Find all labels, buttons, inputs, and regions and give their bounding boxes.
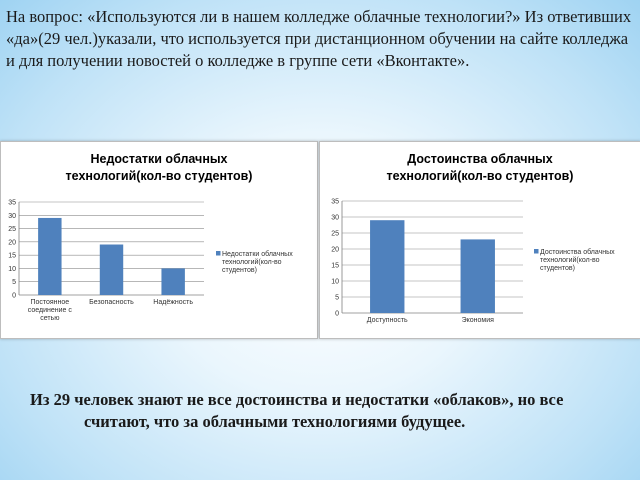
disadv-category-label: Надёжность xyxy=(153,299,194,306)
disadv-chart-title-line-1: Недостатки облачных xyxy=(90,152,228,166)
adv-legend-label: технологий(кол-во xyxy=(540,257,600,264)
disadv-y-tick-label: 10 xyxy=(8,265,16,273)
disadv-legend-swatch xyxy=(216,251,221,256)
disadv-category-label: Постоянное xyxy=(30,299,70,306)
intro-text: На вопрос: «Используются ли в нашем колледже облачные технологии?» Из ответивших «да»(29 чел.)указали, что используется при дистанционном обучении на сайте колледжа и для получении новостей о колледже в группе сети «Вконтакте». xyxy=(6,7,632,70)
disadv-y-tick-label: 20 xyxy=(8,239,16,247)
adv-y-tick-label: 30 xyxy=(331,214,339,222)
adv-bar xyxy=(370,220,404,313)
adv-chart-title-line-2: технологий(кол-во студентов) xyxy=(386,169,574,183)
disadv-y-tick-label: 0 xyxy=(12,292,16,300)
advantages-chart xyxy=(319,141,640,339)
adv-y-tick-label: 5 xyxy=(335,294,339,302)
adv-y-tick-label: 0 xyxy=(335,310,339,318)
conclusion-line-1: Из 29 человек знают не все достоинства и недостатки «облаков», но все xyxy=(30,390,564,409)
adv-y-tick-label: 15 xyxy=(331,262,339,270)
adv-y-tick-label: 10 xyxy=(331,278,339,286)
disadv-y-tick-label: 25 xyxy=(8,226,16,234)
conclusion-line-2: считают, что за облачными технологиями будущее. xyxy=(84,412,466,431)
adv-y-tick-label: 25 xyxy=(331,230,339,238)
disadv-legend-label: студентов) xyxy=(222,267,257,274)
disadv-y-tick-label: 5 xyxy=(12,279,16,287)
adv-legend-swatch xyxy=(534,249,539,254)
disadv-chart-title-line-2: технологий(кол-во студентов) xyxy=(65,169,253,183)
disadv-bar xyxy=(161,268,184,295)
disadv-category-label: сетью xyxy=(40,315,60,322)
adv-y-tick-label: 20 xyxy=(331,246,339,254)
disadv-bar xyxy=(100,245,123,295)
adv-legend-label: Достоинства облачных xyxy=(540,249,615,256)
advantages-chart-svg xyxy=(320,142,640,338)
adv-category-label: Экономия xyxy=(461,317,494,324)
disadv-y-tick-label: 15 xyxy=(8,252,16,260)
adv-y-tick-label: 35 xyxy=(331,198,339,206)
adv-legend-label: студентов) xyxy=(540,265,575,272)
disadv-category-label: Безопасность xyxy=(89,299,134,306)
adv-category-label: Доступность xyxy=(366,317,408,324)
disadvantages-chart-svg xyxy=(1,142,317,338)
disadv-category-label: соединение с xyxy=(27,307,72,314)
conclusion-text xyxy=(30,389,610,433)
disadv-bar xyxy=(38,218,61,295)
disadv-y-tick-label: 30 xyxy=(8,212,16,220)
adv-bar xyxy=(461,239,495,313)
disadv-y-tick-label: 35 xyxy=(8,199,16,207)
disadv-legend-label: Недостатки облачных xyxy=(222,251,293,258)
disadv-legend-label: технологий(кол-во xyxy=(222,259,282,266)
adv-chart-title-line-1: Достоинства облачных xyxy=(407,152,553,166)
disadvantages-chart xyxy=(0,141,318,339)
